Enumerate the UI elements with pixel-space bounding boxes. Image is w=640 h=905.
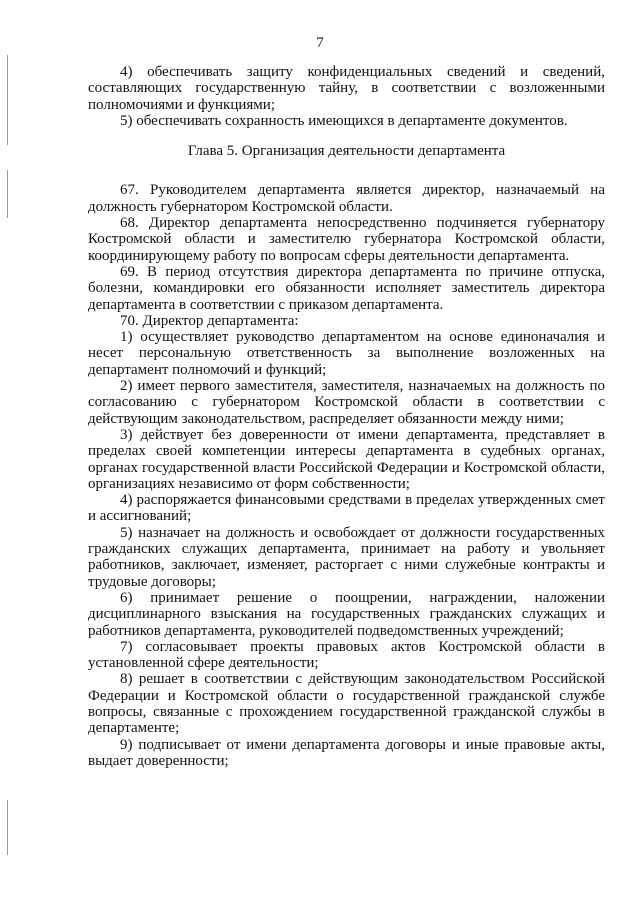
page-number: 7 <box>316 35 324 51</box>
list-item: 8) решает в соответствии с действующим законодательством Российской Федерации и Костромской области о государственной гражданской службе вопросы, связанные с прохождением государственной гражданской службы в департаменте; <box>88 671 605 737</box>
paragraph: 5) обеспечивать сохранность имеющихся в департаменте документов. <box>120 112 568 129</box>
list-item: 3) действует без доверенности от имени департамента, представляет в пределах своей компетенции интересы департамента в судебных органах, органах государственной власти Российской Федерации и Костромской области, организациях независимо от форм собственности; <box>88 426 605 492</box>
document-body <box>88 64 605 769</box>
list-item: 2) имеет первого заместителя, заместителя, назначаемых на должность по согласованию с губернатором Костромской области в соответствии с действующим законодательством, распределяет обязанности между ними; <box>88 378 605 427</box>
chapter-heading: Глава 5. Организация деятельности департамента <box>187 143 506 160</box>
paragraph: 70. Директор департамента: <box>120 312 299 329</box>
scan-mark <box>7 800 8 855</box>
list-item: 7) согласовывает проекты правовых актов Костромской области в установленной сфере деятельности; <box>88 638 605 672</box>
paragraph: 4) обеспечивать защиту конфиденциальных сведений и сведений, составляющих государственную тайну, в соответствии с возложенными полномочиями и функциями; <box>88 64 605 113</box>
paragraph: 69. В период отсутствия директора департамента по причине отпуска, болезни, командировки его обязанности исполняет заместитель директора департамента в соответствии с приказом департамента. <box>88 263 605 313</box>
list-item: 4) распоряжается финансовыми средствами в пределах утвержденных смет и ассигнований; <box>88 492 605 525</box>
list-item: 1) осуществляет руководство департаментом на основе единоначалия и несет персональную ответственность за выполнение возложенных на департамент полномочий и функций; <box>88 329 605 378</box>
paragraph: 67. Руководителем департамента является директор, назначаемый на должность губернатором Костромской области. <box>88 182 605 215</box>
scan-mark <box>7 170 8 218</box>
list-item: 6) принимает решение о поощрении, награждении, наложении дисциплинарного взыскания на государственных гражданских служащих и работников департамента, руководителей подведомственных учреждений; <box>88 589 605 639</box>
scan-mark <box>7 55 8 145</box>
paragraph: 68. Директор департамента непосредственно подчиняется губернатору Костромской области и заместителю губернатора Костромской области, координирующему работу по вопросам сферы деятельности департамента. <box>88 215 605 264</box>
list-item: 9) подписывает от имени департамента договоры и иные правовые акты, выдает доверенности; <box>88 736 605 769</box>
list-item: 5) назначает на должность и освобождает от должности государственных гражданских служащих департамента, принимает на работу и увольняет работников, заключает, изменяет, расторгает с ними служебные контракты и трудовые договоры; <box>88 524 605 590</box>
